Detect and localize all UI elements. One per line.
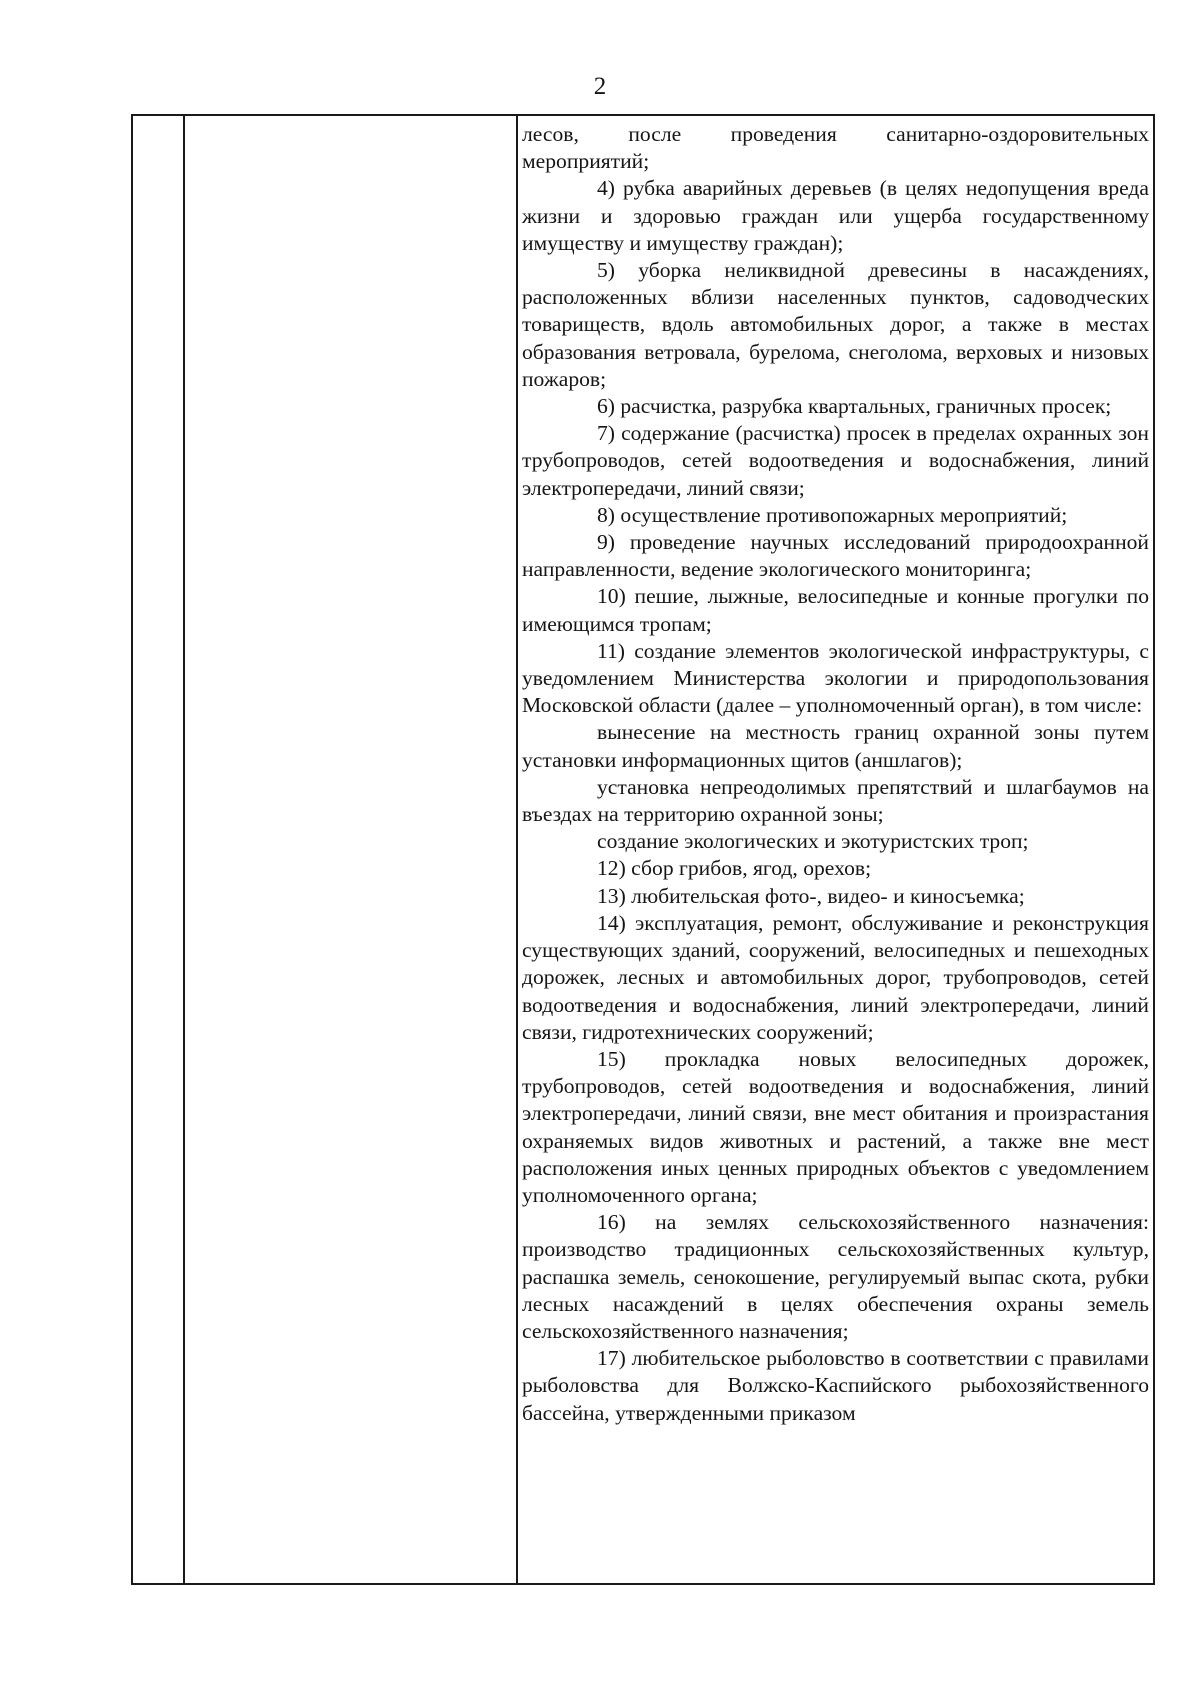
list-item-11: 11) создание элементов экологической инфраструктуры, с уведомлением Министерства экологии и природопользования Московской области (далее – уполномоченный орган), в том числе:	[522, 638, 1149, 718]
list-item-14: 14) эксплуатация, ремонт, обслуживание и реконструкция существующих зданий, сооружений, велосипедных и пешеходных дорожек, лесных и автомобильных дорог, трубопроводов, сетей водоотведения и водоснабжения, линий электропередачи, линий связи, гидротехнических сооружений;	[522, 910, 1149, 1044]
list-item-4: 4) рубка аварийных деревьев (в целях недопущения вреда жизни и здоровью граждан или ущерба государственному имуществу и имуществу граждан);	[522, 176, 1149, 255]
column-divider	[183, 116, 185, 1583]
list-item-12: 12) сбор грибов, ягод, орехов;	[597, 856, 872, 881]
list-item-8: 8) осуществление противопожарных мероприятий;	[597, 502, 1068, 527]
list-item-16: 16) на землях сельскохозяйственного назначения: производство традиционных сельскохозяйственных культур, распашка земель, сенокошение, регулируемый выпас скота, рубки лесных насаждений в целях обеспечения охраны земель сельскохозяйственного назначения;	[522, 1210, 1149, 1343]
list-item-6: 6) расчистка, разрубка квартальных, граничных просек;	[597, 394, 1112, 419]
table-text-cell	[522, 121, 1149, 1427]
sub-item-boundary-signs: вынесение на местность границ охранной зоны путем установки информационных щитов (аншлагов);	[522, 720, 1149, 772]
list-item-5: 5) уборка неликвидной древесины в насаждениях, расположенных вблизи населенных пунктов, садоводческих товариществ, вдоль автомобильных дорог, а также в местах образования ветровала, бурелома, снеголома, верховых и низовых пожаров;	[522, 258, 1149, 391]
sub-item-barriers: установка непреодолимых препятствий и шлагбаумов на въездах на территорию охранной зоны;	[522, 774, 1149, 827]
sub-item-eco-trails: создание экологических и экотуристских троп;	[597, 829, 1029, 854]
list-item-9: 9) проведение научных исследований природоохранной направленности, ведение экологического мониторинга;	[522, 530, 1149, 582]
document-table	[131, 114, 1155, 1585]
list-item-10: 10) пешие, лыжные, велосипедные и конные прогулки по имеющимся тропам;	[522, 584, 1149, 636]
list-item-15: 15) прокладка новых велосипедных дорожек, трубопроводов, сетей водоотведения и водоснабжения, линий электропередачи, линий связи, вне мест обитания и произрастания охраняемых видов животных и растений, а также вне мест расположения иных ценных природных объектов с уведомлением уполномоченного органа;	[522, 1046, 1149, 1207]
list-item-7: 7) содержание (расчистка) просек в пределах охранных зон трубопроводов, сетей водоотведения и водоснабжения, линий электропередачи, линий связи;	[522, 421, 1149, 500]
list-item-13: 13) любительская фото-, видео- и киносъемка;	[597, 883, 1025, 908]
paragraph-continuation: лесов, после проведения санитарно-оздоровительных мероприятий;	[522, 122, 1149, 174]
page-number: 2	[593, 73, 607, 100]
list-item-17: 17) любительское рыболовство в соответствии с правилами рыболовства для Волжско-Каспийского рыбохозяйственного бассейна, утвержденными приказом	[522, 1346, 1149, 1425]
column-divider	[516, 116, 518, 1583]
